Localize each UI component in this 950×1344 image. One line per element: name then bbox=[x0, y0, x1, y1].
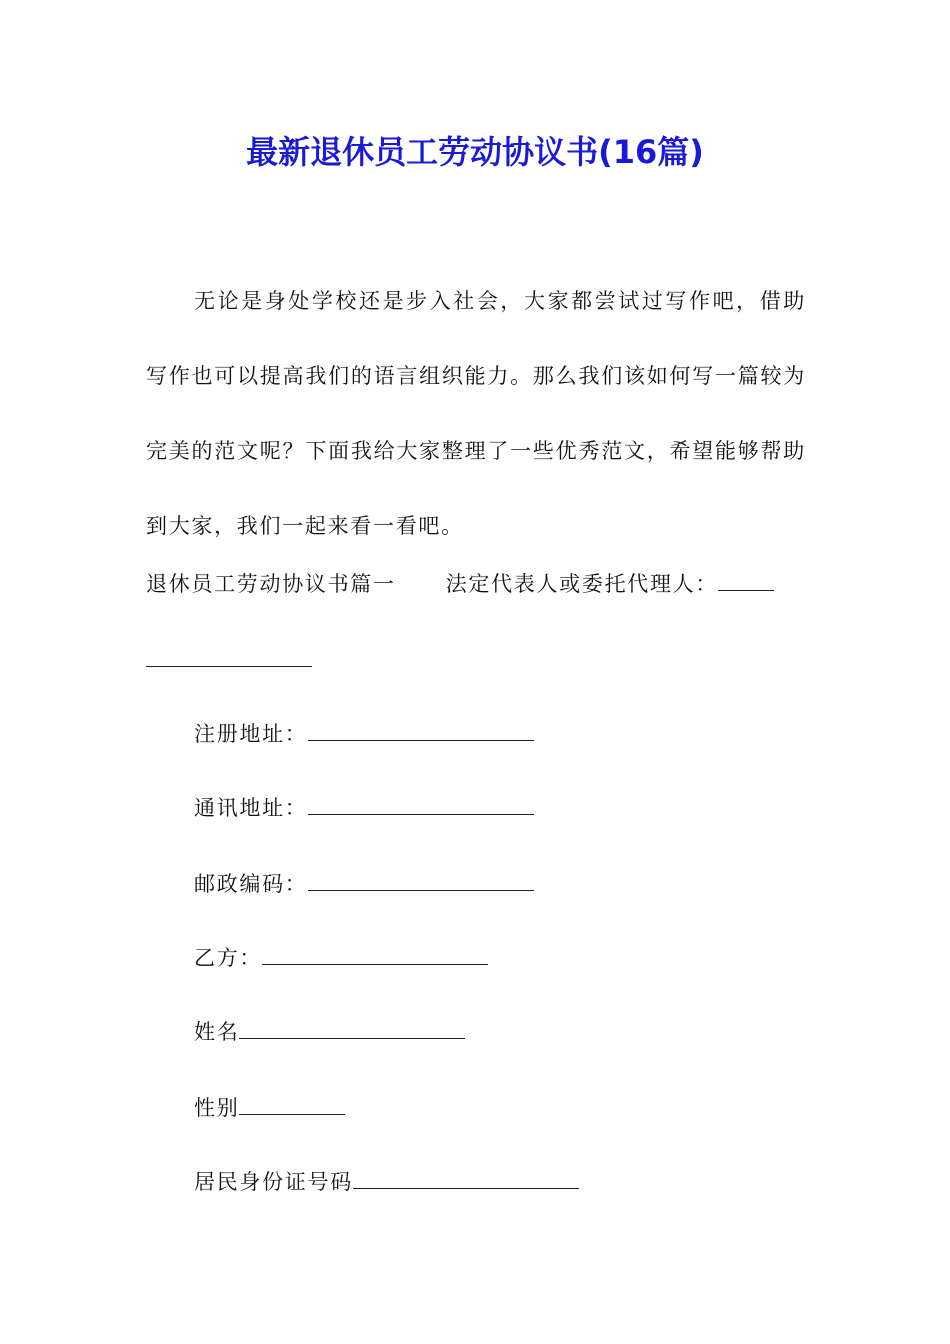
legal-rep-blank-continued-row bbox=[146, 642, 312, 678]
mailing-address-row bbox=[194, 790, 534, 826]
name-row bbox=[194, 1014, 465, 1050]
postal-code-blank bbox=[308, 868, 534, 891]
party-b-blank bbox=[262, 942, 488, 965]
postal-code-row bbox=[194, 866, 534, 902]
party-b-row bbox=[194, 940, 488, 976]
gender-label: 性别 bbox=[194, 1096, 240, 1120]
gender-row bbox=[194, 1090, 345, 1126]
id-number-label: 居民身份证号码 bbox=[194, 1170, 353, 1194]
legal-rep-label: 法定代表人或委托代理人： bbox=[445, 572, 719, 596]
name-label: 姓名 bbox=[194, 1020, 240, 1044]
section-heading-line bbox=[146, 566, 774, 602]
registered-address-label: 注册地址： bbox=[194, 722, 308, 746]
registered-address-blank bbox=[308, 718, 534, 741]
party-b-label: 乙方： bbox=[194, 946, 263, 970]
id-number-row bbox=[194, 1164, 579, 1200]
mailing-address-blank bbox=[308, 792, 534, 815]
mailing-address-label: 通讯地址： bbox=[194, 796, 308, 820]
id-number-blank bbox=[353, 1166, 579, 1189]
name-blank bbox=[239, 1016, 465, 1039]
legal-rep-blank-continued bbox=[146, 644, 312, 667]
postal-code-label: 邮政编码： bbox=[194, 872, 308, 896]
intro-paragraph: 无论是身处学校还是步入社会，大家都尝试过写作吧，借助写作也可以提高我们的语言组织能力。那么我们该如何写一篇较为完美的范文呢？下面我给大家整理了一些优秀范文，希望能够帮助到大家，我们一起来看一看吧。 bbox=[146, 289, 806, 538]
registered-address-row bbox=[194, 716, 534, 752]
legal-rep-blank bbox=[718, 568, 774, 591]
section-heading: 退休员工劳动协议书篇一 bbox=[146, 572, 396, 596]
document-title: 最新退休员工劳动协议书(16篇) bbox=[246, 133, 704, 171]
gender-blank bbox=[239, 1092, 345, 1115]
